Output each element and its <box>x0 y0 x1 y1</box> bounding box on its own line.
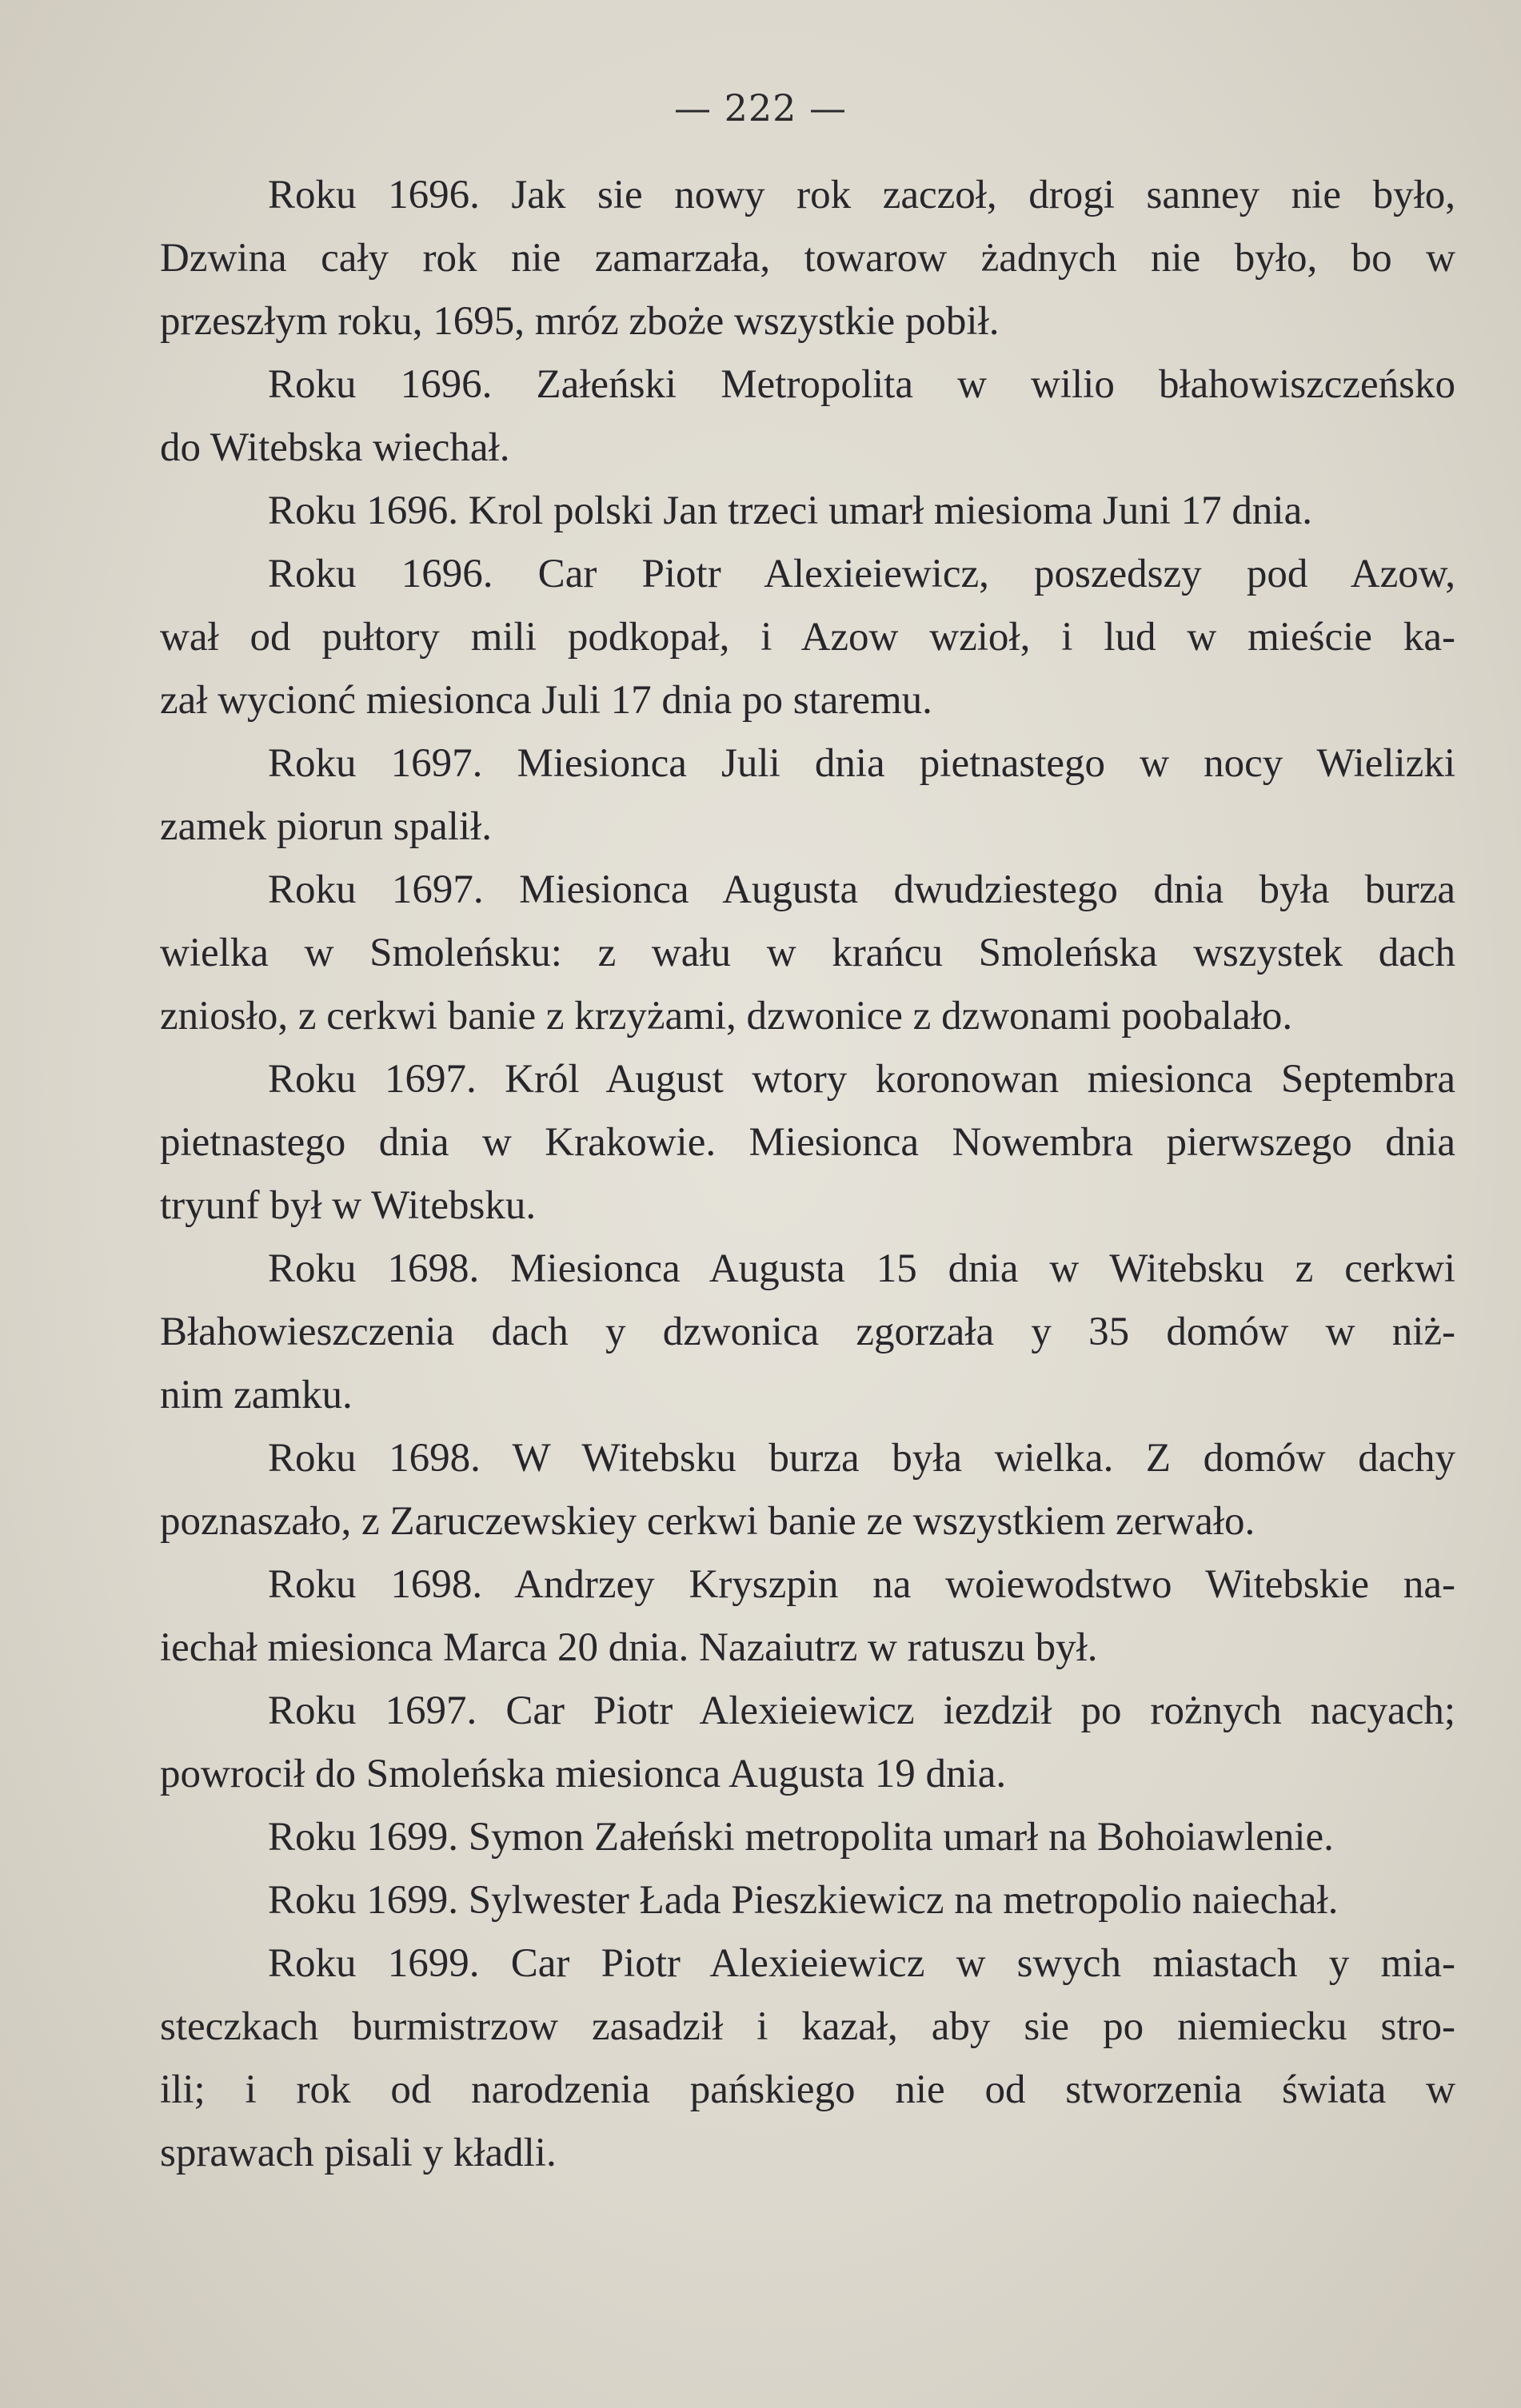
chronicle-entry <box>160 480 1455 543</box>
text-line: pietnastego dnia w Krakowie. Miesionca Nowembra pierwszego dnia <box>160 1120 1455 1165</box>
text-line: Dzwina cały rok nie zamarzała, towarow żadnych nie było, bo w <box>160 236 1455 281</box>
text-line: iechał miesionca Marca 20 dnia. Nazaiutrz w ratuszu był. <box>160 1625 1098 1670</box>
text-line: Roku 1697. Król August wtory koronowan miesionca Septembra <box>268 1057 1455 1102</box>
text-line: Błahowieszczenia dach y dzwonica zgorzała y 35 domów w niż- <box>160 1310 1455 1354</box>
text-line: Roku 1696. Jak sie nowy rok zaczoł, drogi sanney nie było, <box>268 173 1455 217</box>
text-line: ili; i rok od narodzenia pańskiego nie od stworzenia świata w <box>160 2067 1455 2112</box>
text-line: sprawach pisali y kładli. <box>160 2131 557 2175</box>
text-line: Roku 1699. Symon Załeński metropolita umarł na Bohoiawlenie. <box>268 1815 1334 1860</box>
chronicle-entry <box>160 1553 1455 1680</box>
text-line: zał wycionć miesionca Juli 17 dnia po staremu. <box>160 678 932 723</box>
text-line: Roku 1697. Miesionca Juli dnia pietnastego w nocy Wielizki <box>268 741 1455 786</box>
text-line: Roku 1698. Miesionca Augusta 15 dnia w Witebsku z cerkwi <box>268 1246 1455 1291</box>
text-line: Roku 1696. Car Piotr Alexieiewicz, poszedszy pod Azow, <box>268 552 1455 596</box>
page-number: — 222 — <box>673 86 848 130</box>
text-line: wał od pułtory mili podkopał, i Azow wzioł, i lud w mieście ka- <box>160 615 1455 660</box>
text-line: Roku 1698. W Witebsku burza była wielka. Z domów dachy <box>268 1436 1455 1481</box>
chronicle-entry <box>160 1427 1455 1553</box>
chronicle-entry <box>160 859 1455 1048</box>
text-line: zamek piorun spalił. <box>160 804 492 849</box>
text-line: poznaszało, z Zaruczewskiey cerkwi banie ze wszystkiem zerwało. <box>160 1499 1256 1544</box>
chronicle-entry <box>160 1869 1455 1932</box>
text-line: steczkach burmistrzow zasadził i kazał, aby sie po niemiecku stro- <box>160 2004 1455 2049</box>
chronicle-entry <box>160 164 1455 353</box>
chronicle-entry <box>160 1238 1455 1427</box>
text-line: wielka w Smoleńsku: z wału w krańcu Smoleńska wszystek dach <box>160 931 1455 975</box>
text-line: Roku 1697. Miesionca Augusta dwudziestego dnia była burza <box>268 867 1455 912</box>
chronicle-entry <box>160 1048 1455 1238</box>
chronicle-entry <box>160 732 1455 859</box>
text-line: powrocił do Smoleńska miesionca Augusta 19 dnia. <box>160 1752 1007 1796</box>
text-line: Roku 1698. Andrzey Kryszpin na woiewodstwo Witebskie na- <box>268 1562 1455 1607</box>
text-line: Roku 1699. Car Piotr Alexieiewicz w swych miastach y mia- <box>268 1941 1455 1986</box>
chronicle-entry <box>160 1932 1455 2185</box>
chronicle-entry <box>160 1680 1455 1806</box>
text-line: Roku 1696. Załeński Metropolita w wilio błahowiszczeńsko <box>268 362 1455 407</box>
chronicle-entry <box>160 1806 1455 1869</box>
text-line: zniosło, z cerkwi banie z krzyżami, dzwonice z dzwonami poobalało. <box>160 994 1293 1039</box>
chronicle-entry <box>160 543 1455 732</box>
text-line: tryunf był w Witebsku. <box>160 1183 537 1228</box>
chronicle-entry <box>160 353 1455 480</box>
text-line: przeszłym roku, 1695, mróz zboże wszystkie pobił. <box>160 299 1000 344</box>
text-line: do Witebska wiechał. <box>160 425 510 470</box>
chronicle-text <box>160 164 1455 2185</box>
text-line: Roku 1696. Krol polski Jan trzeci umarł miesioma Juni 17 dnia. <box>268 488 1312 533</box>
text-line: Roku 1697. Car Piotr Alexieiewicz iezdził po rożnych nacyach; <box>268 1688 1455 1733</box>
text-line: nim zamku. <box>160 1373 353 1417</box>
text-line: Roku 1699. Sylwester Łada Pieszkiewicz na metropolio naiechał. <box>268 1878 1339 1923</box>
